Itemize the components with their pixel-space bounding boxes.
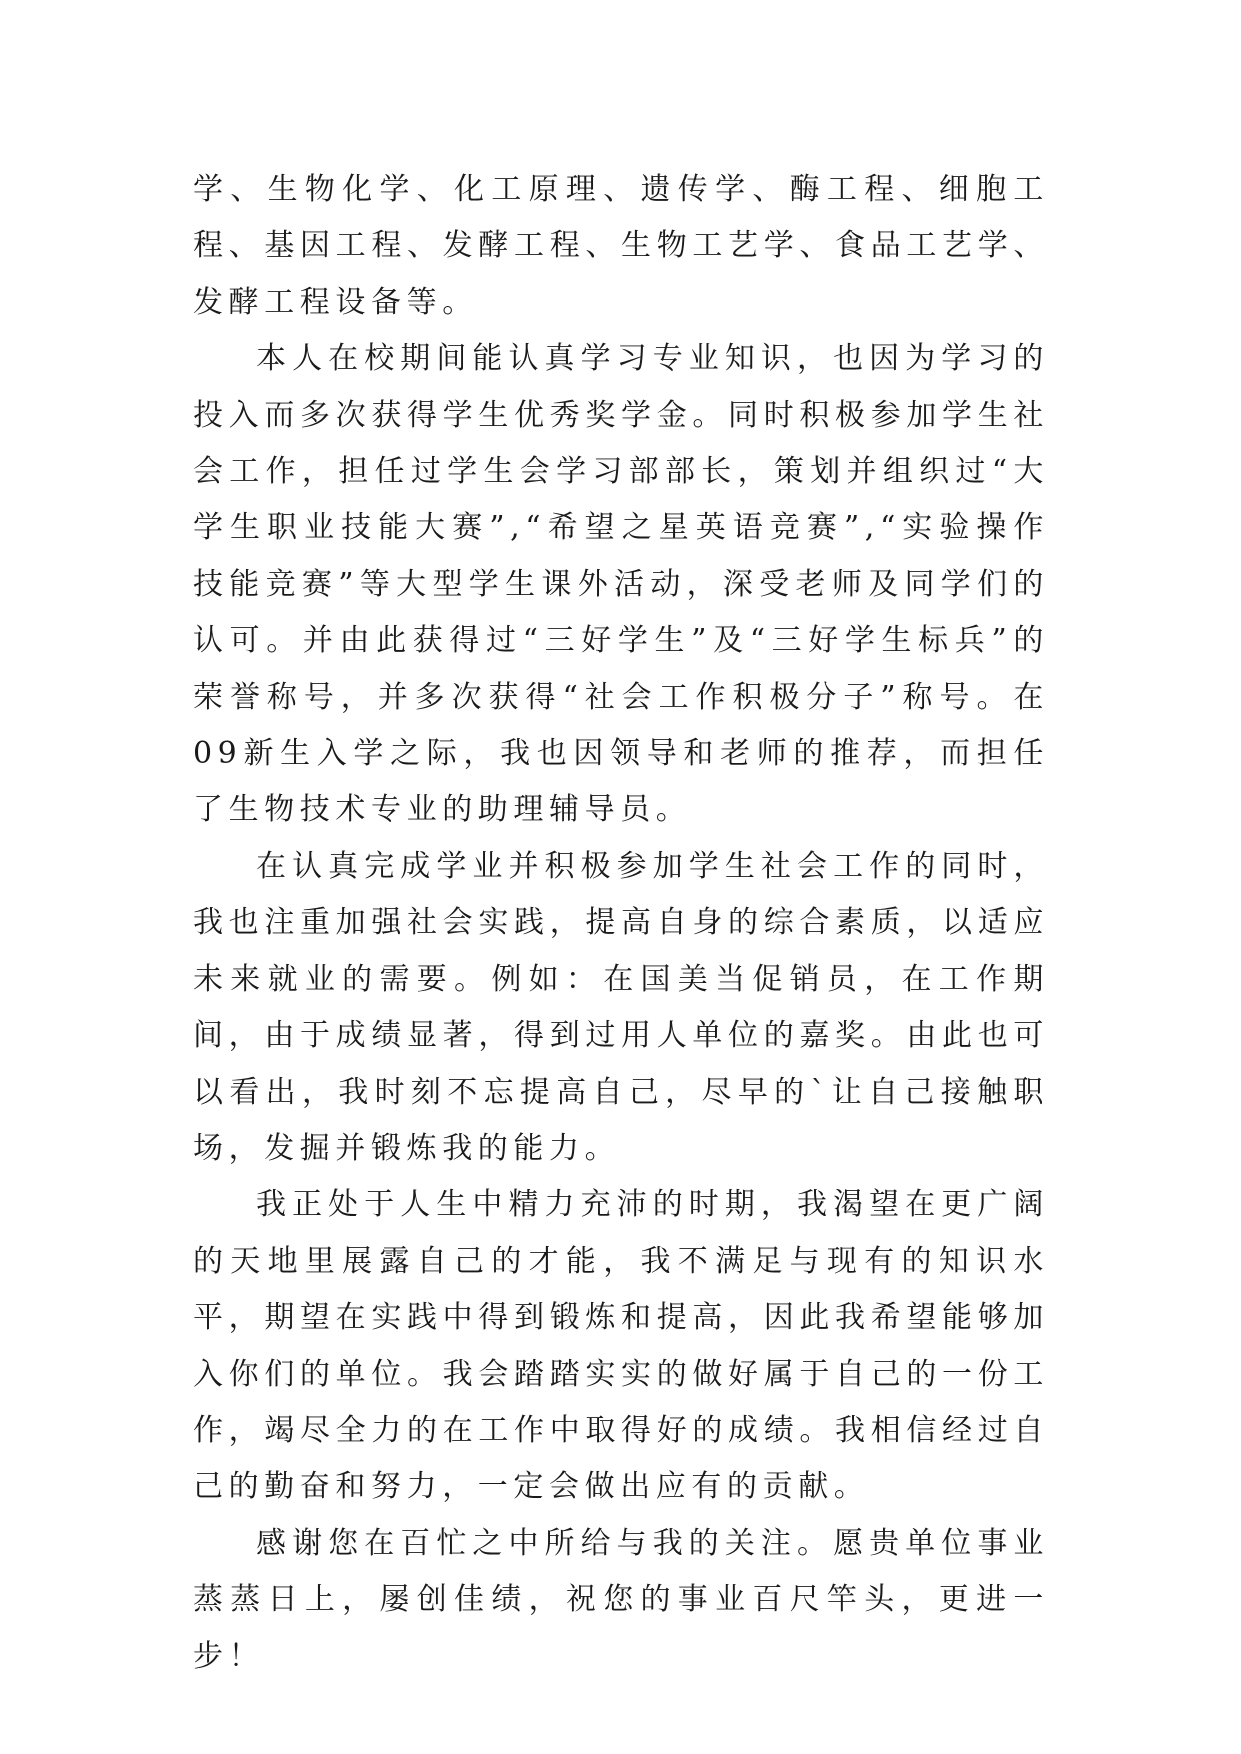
paragraph-campus-achievements: 本人在校期间能认真学习专业知识，也因为学习的投入而多次获得学生优秀奖学金。同时积极参加学生社会工作，担任过学生会学习部部长，策划并组织过“大学生职业技能大赛”,“希望之星英语竞赛”,“实验操作技能竞赛”等大型学生课外活动，深受老师及同学们的认可。并由此获得过“三好学生”及“三好学生标兵”的荣誉称号，并多次获得“社会工作积极分子”称号。在09新生入学之际，我也因领导和老师的推荐，而担任了生物技术专业的助理辅导员。 xyxy=(193,341,1049,828)
paragraph-social-practice: 在认真完成学业并积极参加学生社会工作的同时，我也注重加强社会实践，提高自身的综合素质，以适应未来就业的需要。例如：在国美当促销员，在工作期间，由于成绩显著，得到过用人单位的嘉奖。由此也可以看出，我时刻不忘提高自己，尽早的`让自己接触职场，发掘并锻炼我的能力。 xyxy=(193,848,1049,1166)
letter-body xyxy=(193,162,1049,1685)
paragraph-course-list: 学、生物化学、化工原理、遗传学、酶工程、细胞工程、基因工程、发酵工程、生物工艺学、食品工艺学、发酵工程设备等。 xyxy=(193,172,1049,320)
paragraph-aspiration: 我正处于人生中精力充沛的时期，我渴望在更广阔的天地里展露自己的才能，我不满足与现有的知识水平，期望在实践中得到锻炼和提高，因此我希望能够加入你们的单位。我会踏踏实实的做好属于自己的一份工作，竭尽全力的在工作中取得好的成绩。我相信经过自己的勤奋和努力，一定会做出应有的贡献。 xyxy=(193,1187,1049,1505)
paragraph-closing: 感谢您在百忙之中所给与我的关注。愿贵单位事业蒸蒸日上，屡创佳绩，祝您的事业百尺竿头，更进一步！ xyxy=(193,1525,1049,1674)
